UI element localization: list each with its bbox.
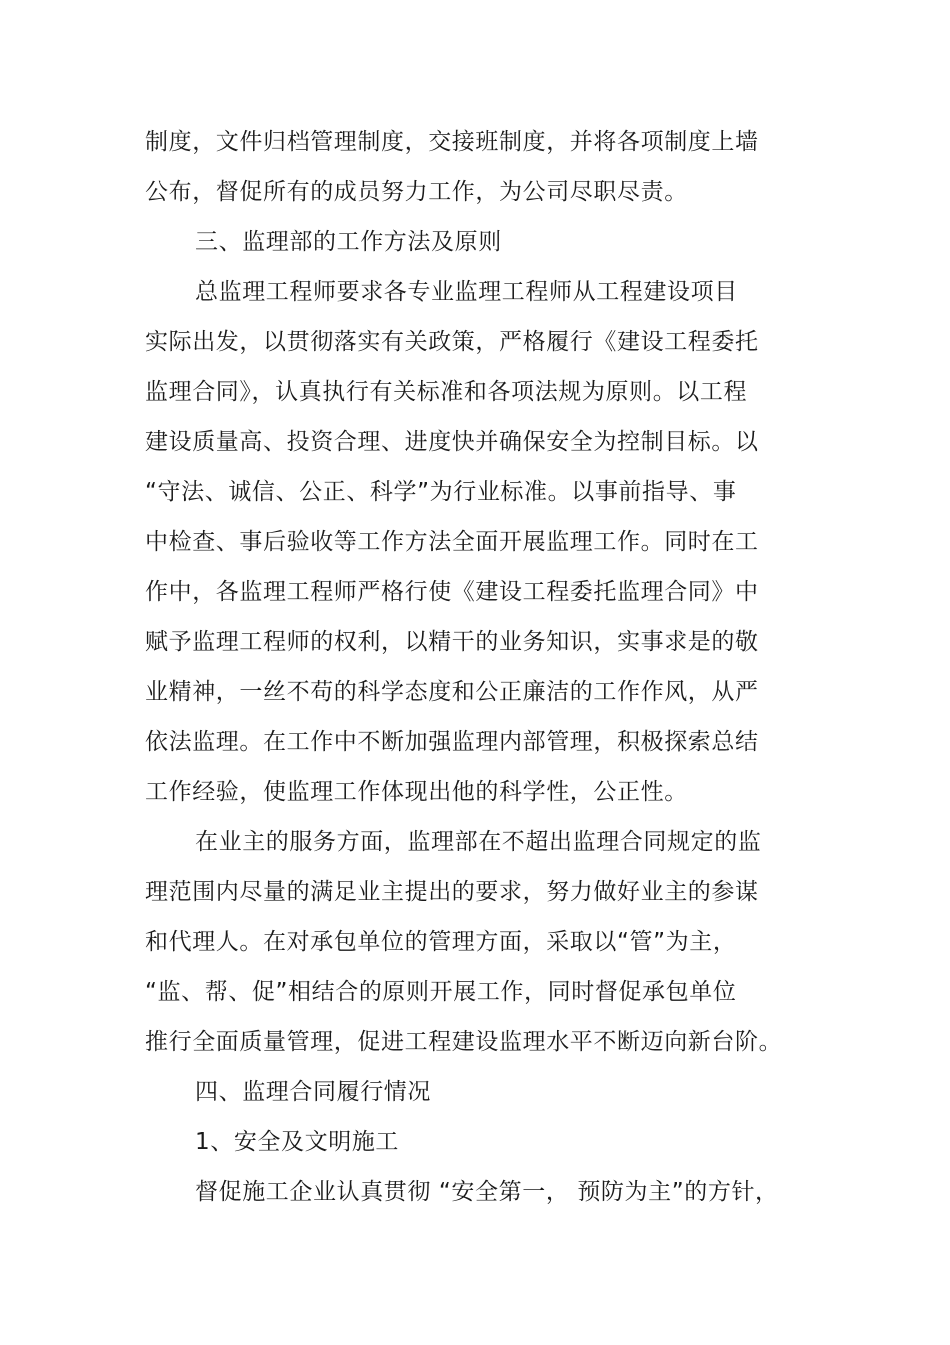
text-line: 制度，文件归档管理制度，交接班制度，并将各项制度上墙 xyxy=(145,129,759,155)
text-line: “守法、诚信、公正、科学”为行业标准。以事前指导、事 xyxy=(145,479,737,505)
text-line: 业精神，一丝不苟的科学态度和公正廉洁的工作作风，从严 xyxy=(145,679,759,705)
text-line: 赋予监理工程师的权利，以精干的业务知识，实事求是的敬 xyxy=(145,629,759,655)
section-heading: 四、监理合同履行情况 xyxy=(195,1079,431,1105)
text-line: 建设质量高、投资合理、进度快并确保安全为控制目标。以 xyxy=(145,429,759,455)
text-line: 理范围内尽量的满足业主提出的要求，努力做好业主的参谋 xyxy=(145,879,759,905)
paragraph-start-line: 督促施工企业认真贯彻 “安全第一， 预防为主”的方针， xyxy=(195,1179,779,1205)
paragraph-start-line: 总监理工程师要求各专业监理工程师从工程建设项目 xyxy=(195,279,738,305)
paragraph-start-line: 在业主的服务方面，监理部在不超出监理合同规定的监 xyxy=(195,829,762,855)
text-line: 推行全面质量管理，促进工程建设监理水平不断迈向新台阶。 xyxy=(145,1029,783,1055)
text-line: 公布，督促所有的成员努力工作，为公司尽职尽责。 xyxy=(145,179,688,205)
text-line: 和代理人。在对承包单位的管理方面，采取以“管”为主， xyxy=(145,929,737,955)
text-line: 中检查、事后验收等工作方法全面开展监理工作。同时在工 xyxy=(145,529,759,555)
text-line: 依法监理。在工作中不断加强监理内部管理，积极探索总结 xyxy=(145,729,759,755)
text-line: 实际出发，以贯彻落实有关政策，严格履行《建设工程委托 xyxy=(145,329,759,355)
section-heading: 三、监理部的工作方法及原则 xyxy=(195,229,502,255)
text-line: “监、帮、促”相结合的原则开展工作，同时督促承包单位 xyxy=(145,979,737,1005)
subsection-heading: 1、安全及文明施工 xyxy=(195,1129,400,1155)
text-line: 工作经验，使监理工作体现出他的科学性，公正性。 xyxy=(145,779,688,805)
text-line: 作中，各监理工程师严格行使《建设工程委托监理合同》中 xyxy=(145,579,759,605)
text-line: 监理合同》，认真执行有关标准和各项法规为原则。以工程 xyxy=(145,379,748,405)
